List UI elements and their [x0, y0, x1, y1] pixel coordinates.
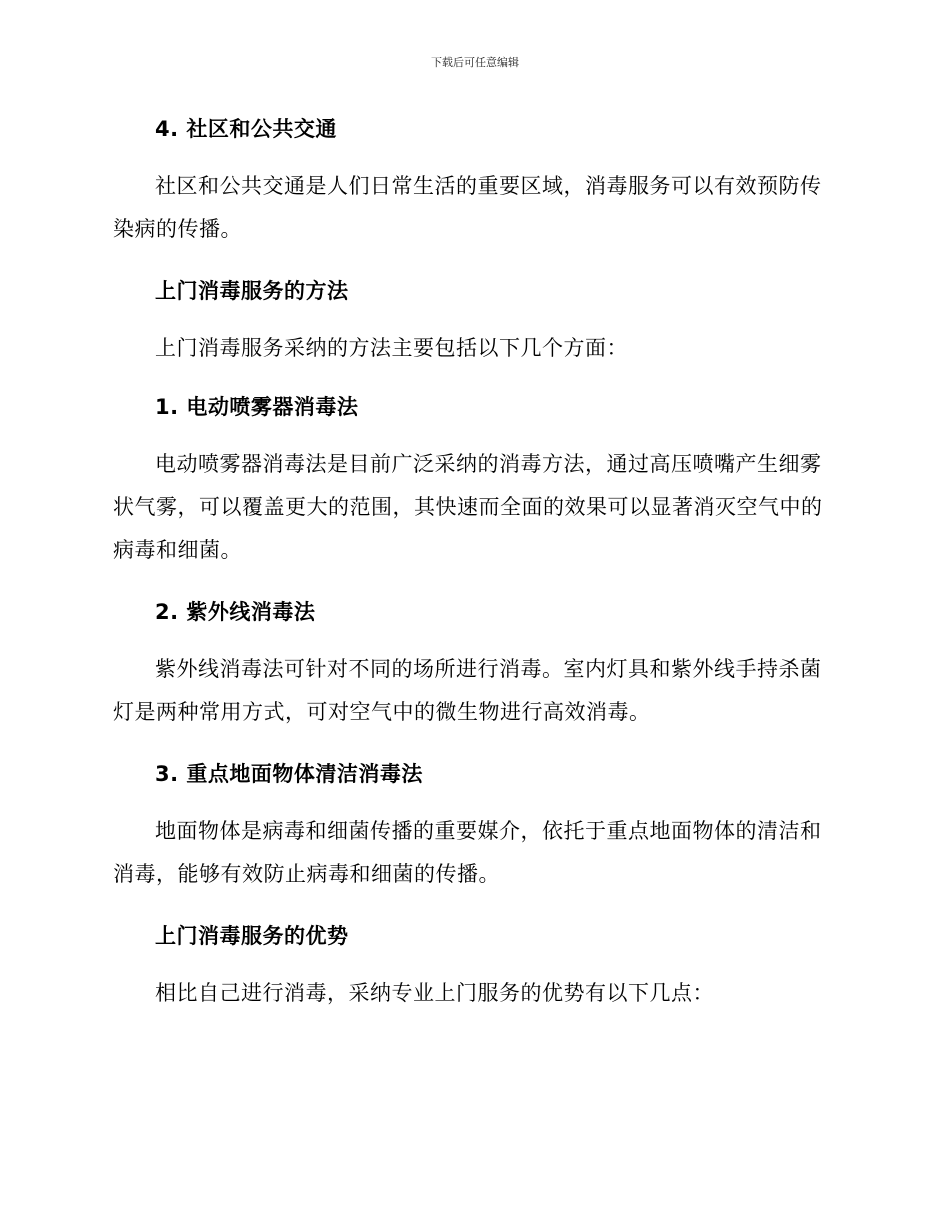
paragraph-ultraviolet: 紫外线消毒法可针对不同的场所进行消毒。室内灯具和紫外线手持杀菌灯是两种常用方式，可对空气中的微生物进行高效消毒。	[113, 657, 822, 724]
section-heading-advantages: 上门消毒服务的优势	[155, 924, 349, 948]
paragraph-electric-sprayer: 电动喷雾器消毒法是目前广泛采纳的消毒方法，通过高压喷嘴产生细雾状气雾，可以覆盖更大的范围，其快速而全面的效果可以显著消灭空气中的病毒和细菌。	[113, 452, 823, 562]
section-heading-community-transport: 4. 社区和公共交通	[155, 117, 337, 141]
section-heading-methods: 上门消毒服务的方法	[155, 279, 349, 303]
paragraph-community-transport: 社区和公共交通是人们日常生活的重要区域，消毒服务可以有效预防传染病的传播。	[113, 174, 822, 241]
paragraph-methods-intro: 上门消毒服务采纳的方法主要包括以下几个方面：	[155, 336, 628, 360]
section-heading-ultraviolet: 2. 紫外线消毒法	[155, 600, 316, 624]
document-body	[113, 114, 833, 1015]
page-header-note: 下载后可任意编辑	[431, 56, 519, 69]
paragraph-advantages-intro: 相比自己进行消毒，采纳专业上门服务的优势有以下几点：	[155, 981, 714, 1005]
section-heading-electric-sprayer: 1. 电动喷雾器消毒法	[155, 395, 359, 419]
section-heading-surface-cleaning: 3. 重点地面物体清洁消毒法	[155, 762, 423, 786]
paragraph-surface-cleaning: 地面物体是病毒和细菌传播的重要媒介，依托于重点地面物体的清洁和消毒，能够有效防止病毒和细菌的传播。	[113, 819, 822, 886]
